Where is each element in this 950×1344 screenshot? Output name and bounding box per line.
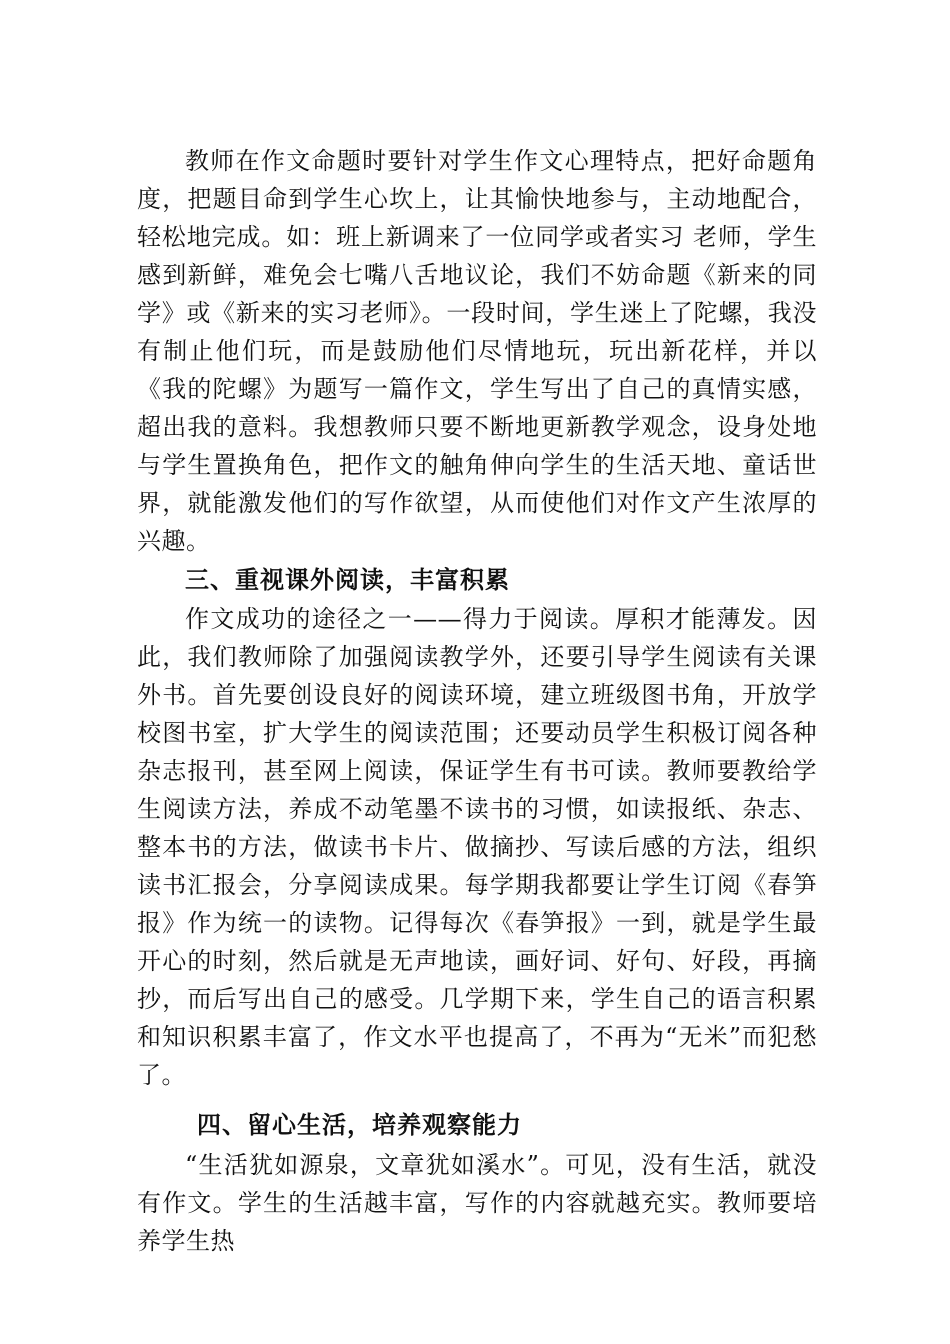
section-heading-observe-life: 四、留心生活，培养观察能力: [197, 1111, 522, 1139]
body-paragraph-life: “生活犹如源泉，文章犹如溪水”。可见，没有生活，就没有作文。学生的生活越丰富，写作的内容就越充实。教师要培养学生热: [137, 1151, 817, 1255]
body-paragraph-reading: 作文成功的途径之一——得力于阅读。厚积才能薄发。因此，我们教师除了加强阅读教学外，还要引导学生阅读有关课外书。首先要创设良好的阅读环境，建立班级图书角，开放学校图书室，扩大学生的阅读范围；还要动员学生积极订阅各种杂志报刊，甚至网上阅读，保证学生有书可读。教师要教给学生阅读方法，养成不动笔墨不读书的习惯，如读报纸、杂志、整本书的方法，做读书卡片、做摘抄、写读后感的方法，组织读书汇报会，分享阅读成果。每学期我都要让学生订阅《春笋报》作为统一的读物。记得每次《春笋报》一到，就是学生最开心的时刻，然后就是无声地读，画好词、好句、好段，再摘抄，而后写出自己的感受。几学期下来，学生自己的语言积累和知识积累丰富了，作文水平也提高了，不再为“无米”而犯愁了。: [137, 605, 817, 1089]
section-heading-extracurricular-reading: 三、重视课外阅读，丰富积累: [185, 566, 510, 594]
body-paragraph-topic-selection: 教师在作文命题时要针对学生作文心理特点，把好命题角度，把题目命到学生心坎上，让其愉快地参与，主动地配合，轻松地完成。如：班上新调来了一位同学或者实习 老师，学生感到新鲜，难免会七嘴八舌地议论，我们不妨命题《新来的同学》或《新来的实习老师》。一段时间，学生迷上了陀螺，我没有制止他们玩，而是鼓励他们尽情地玩，玩出新花样，并以《我的陀螺》为题写一篇作文，学生写出了自己的真情实感，超出我的意料。我想教师只要不断地更新教学观念，设身处地与学生置换角色，把作文的触角伸向学生的生活天地、童话世界，就能激发他们的写作欲望，从而使他们对作文产生浓厚的兴趣。: [137, 147, 817, 555]
document-page: [137, 142, 817, 1260]
